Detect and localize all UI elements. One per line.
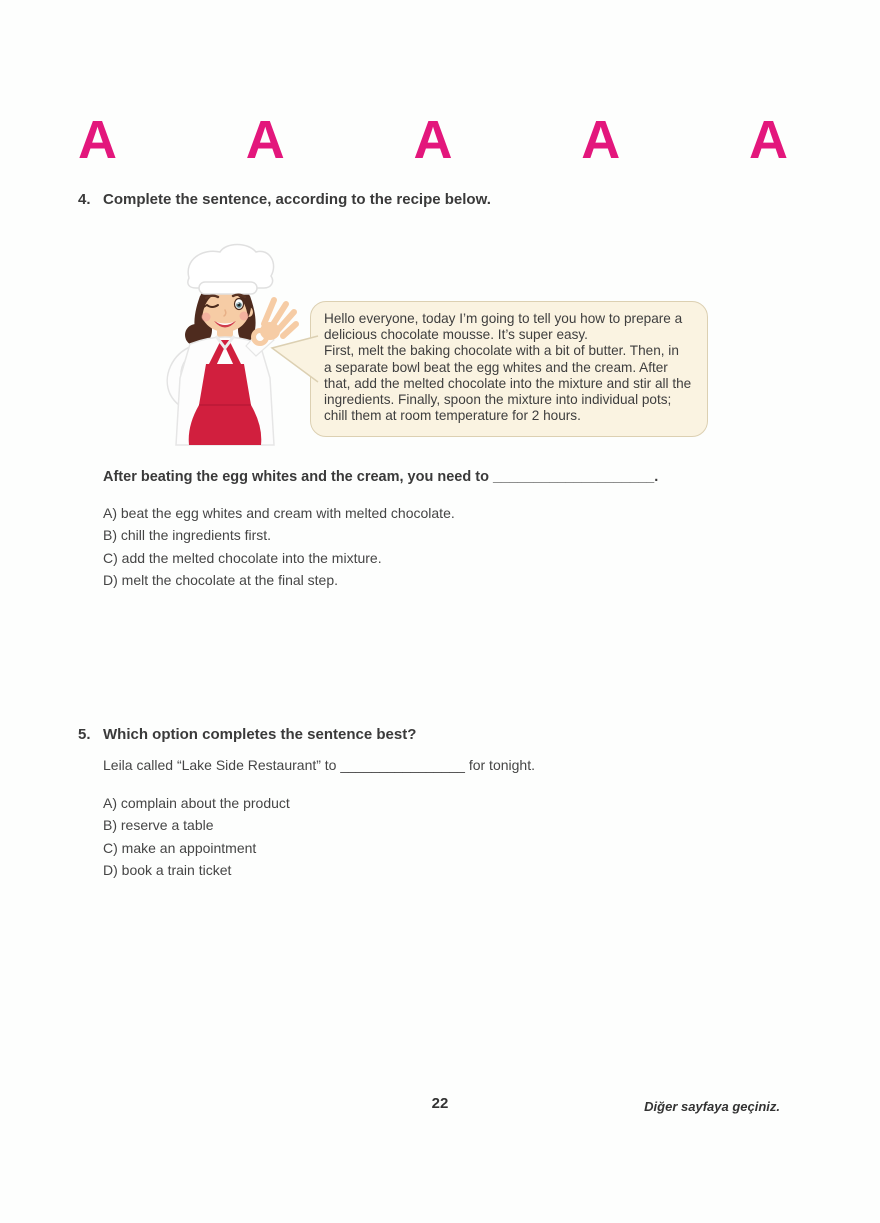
question-5-option-c: C) make an appointment <box>103 839 257 856</box>
speech-bubble-line: delicious chocolate mousse. It’s super easy. <box>324 327 588 343</box>
question-5-option-a: A) complain about the product <box>103 795 290 811</box>
continue-note: Diğer sayfaya geçiniz. <box>644 1099 780 1114</box>
question-4-option-d: D) melt the chocolate at the final step. <box>103 571 339 588</box>
speech-bubble-tail <box>258 330 320 388</box>
booklet-letter: A <box>581 110 621 170</box>
page-number: 22 <box>431 1095 449 1112</box>
question-4-header <box>78 191 778 208</box>
speech-bubble-line: Hello everyone, today I’m going to tell you how to prepare a <box>324 311 683 326</box>
question-4-prompt: Complete the sentence, according to the recipe below. <box>103 191 491 208</box>
question-4-stem: After beating the egg whites and the cream, you need to ____________________. <box>103 469 659 485</box>
question-5-header <box>78 726 778 743</box>
question-4-number: 4. <box>78 191 91 208</box>
question-5-stem: Leila called “Lake Side Restaurant” to ________________ for tonight. <box>103 757 535 773</box>
booklet-letter: A <box>78 110 117 170</box>
answer-key-row <box>78 112 788 168</box>
question-4-option-b: B) chill the ingredients first. <box>103 527 272 544</box>
question-5-option-b: B) reserve a table <box>103 817 214 834</box>
speech-bubble <box>310 301 708 437</box>
booklet-letter: A <box>245 110 285 170</box>
question-4-option-a: A) beat the egg whites and cream with melted chocolate. <box>103 505 455 521</box>
speech-bubble-line: chill them at room temperature for 2 hours. <box>324 408 581 424</box>
speech-bubble-line: First, melt the baking chocolate with a bit of butter. Then, in <box>324 343 679 359</box>
question-5-option-d: D) book a train ticket <box>103 861 232 878</box>
speech-bubble-line: ingredients. Finally, spoon the mixture into individual pots; <box>324 392 672 408</box>
booklet-letter: A <box>413 110 453 170</box>
speech-bubble-line: a separate bowl beat the egg whites and the cream. After <box>324 359 668 375</box>
question-4-options <box>103 502 455 591</box>
speech-bubble-line: that, add the melted chocolate into the mixture and stir all the <box>324 375 692 391</box>
question-5-options <box>103 792 290 881</box>
question-5-number: 5. <box>78 726 91 743</box>
question-4-option-c: C) add the melted chocolate into the mixture. <box>103 549 382 566</box>
booklet-letter: A <box>749 110 788 170</box>
question-5-prompt: Which option completes the sentence best? <box>103 726 417 743</box>
